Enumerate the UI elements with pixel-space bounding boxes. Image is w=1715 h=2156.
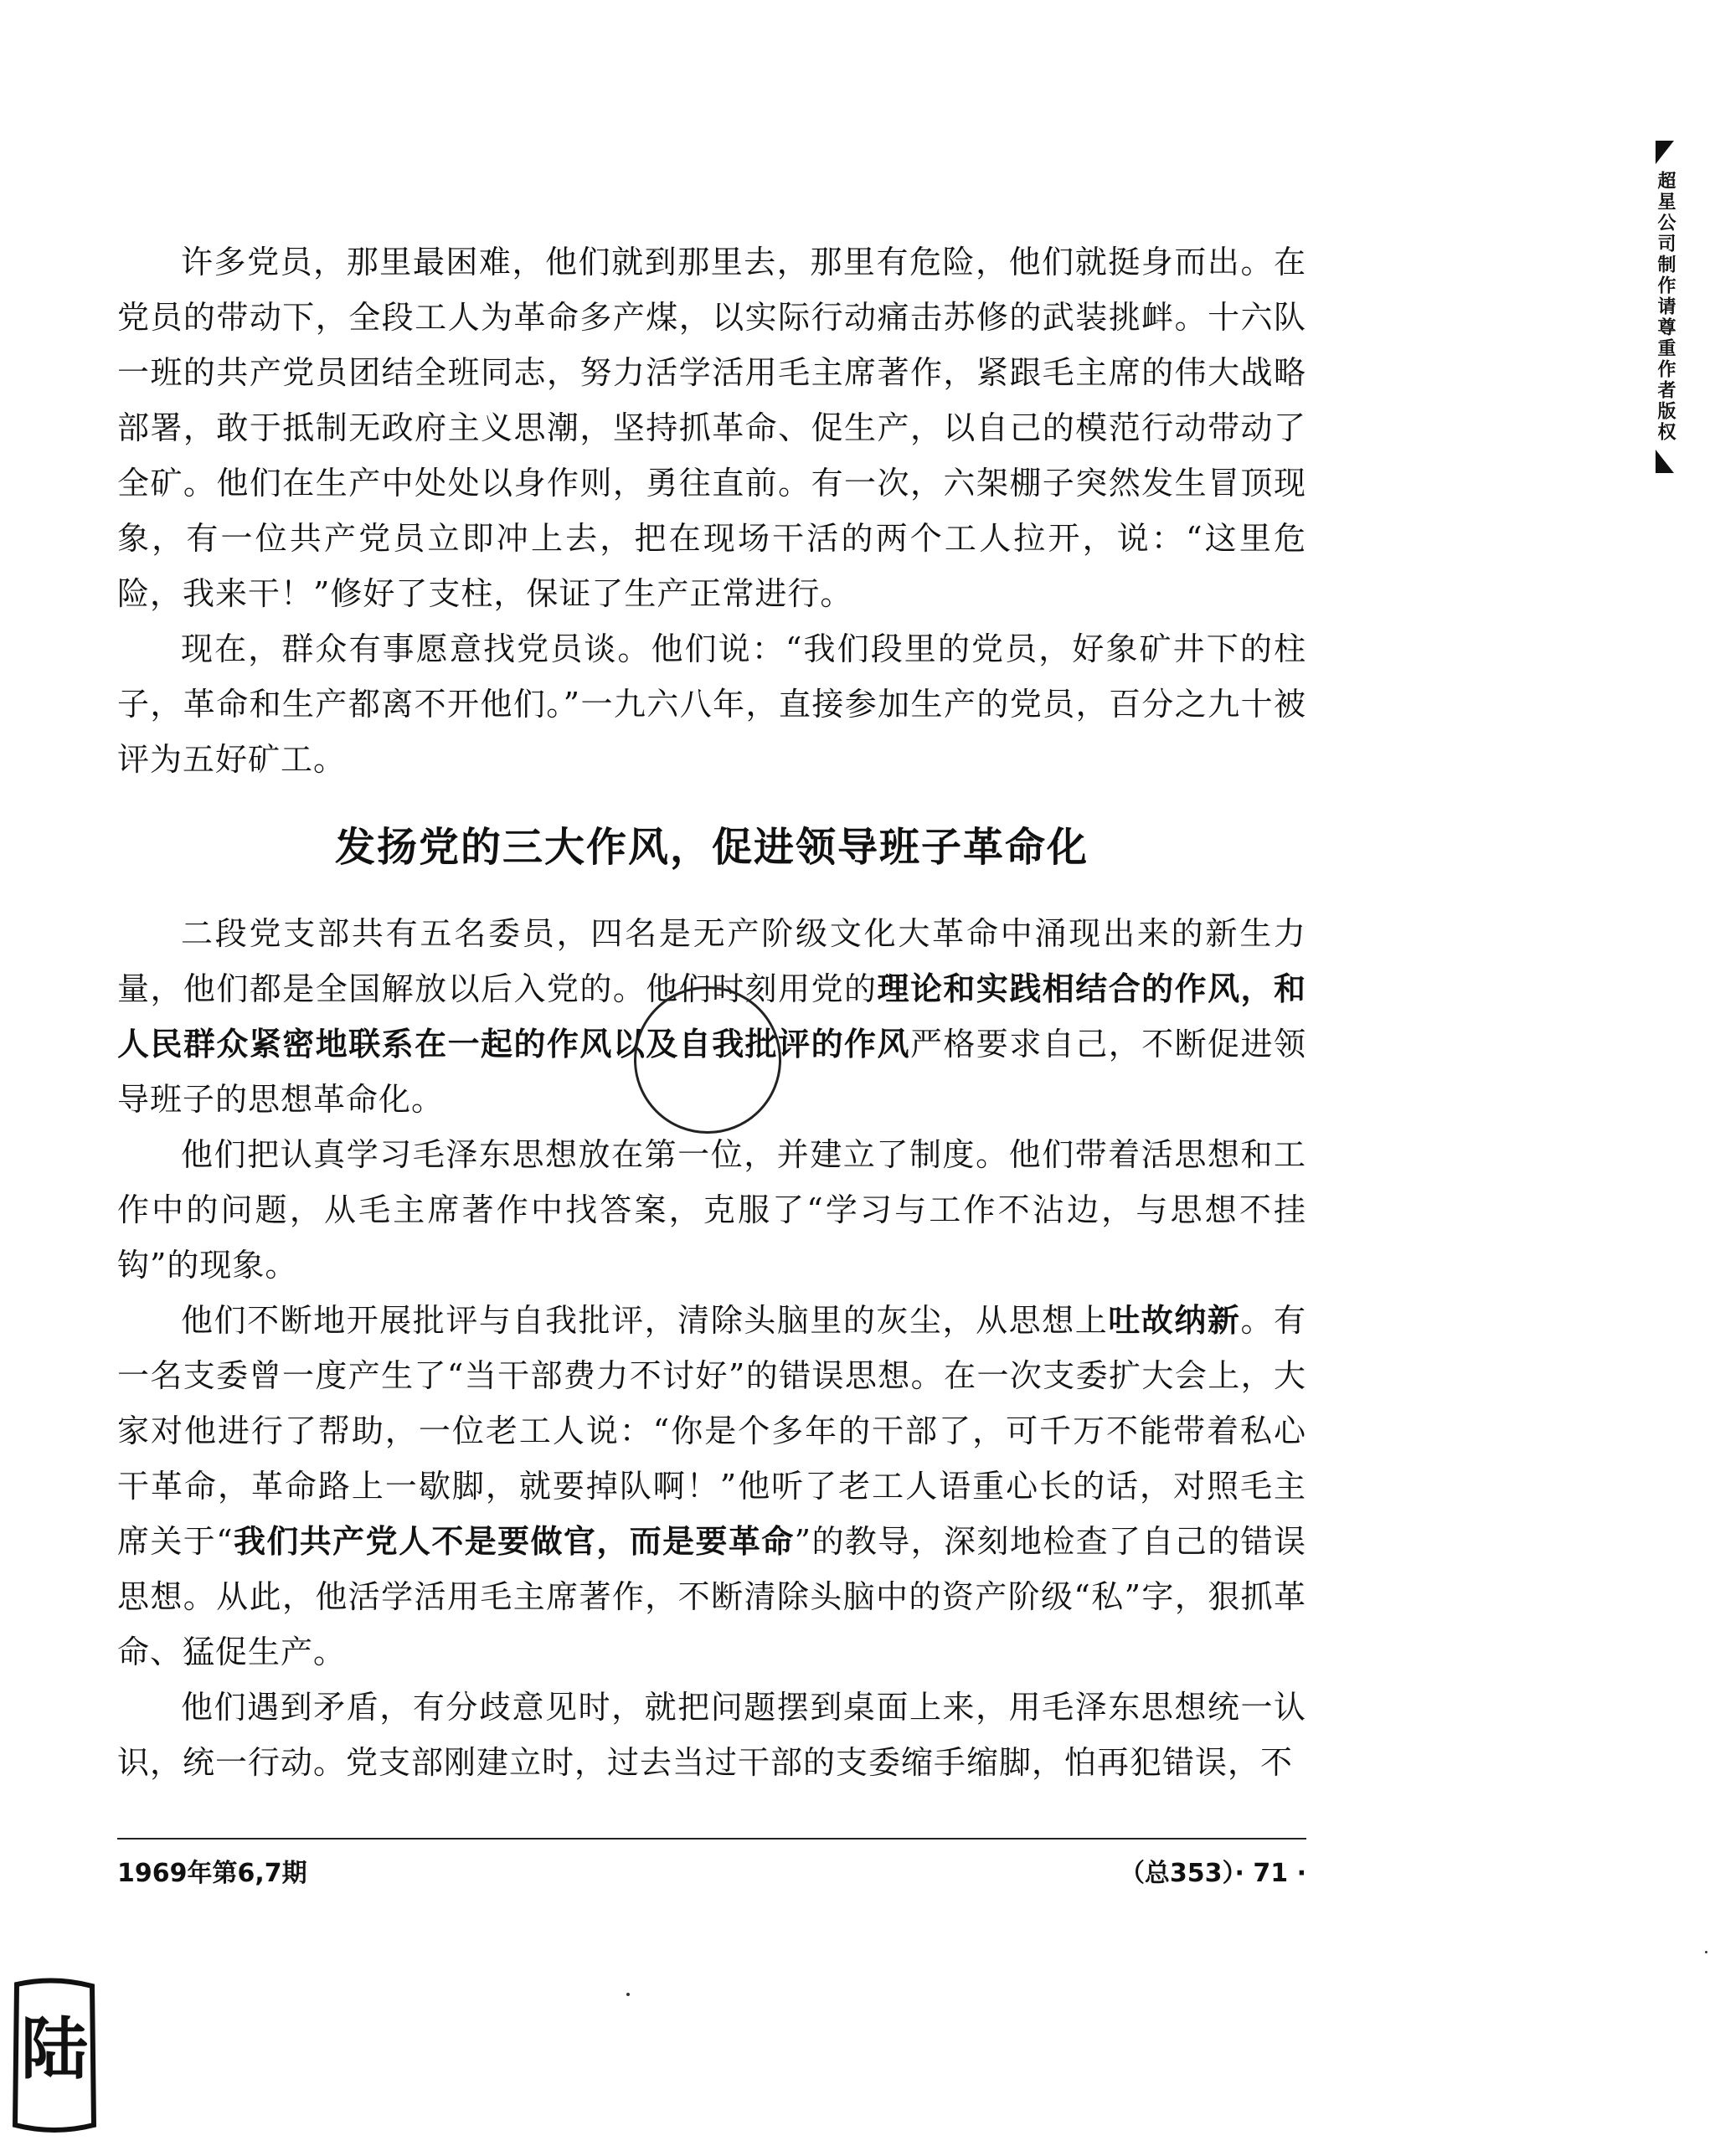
page-number: （总353）· 71 · <box>1119 1859 1306 1888</box>
paragraph: 许多党员，那里最困难，他们就到那里去，那里有危险，他们就挺身而出。在党员的带动下，全段工人为革命多产煤，以实际行动痛击苏修的武装挑衅。十六队一班的共产党员团结全班同志，努力活学活用毛主席著作，紧跟毛主席的伟大战略部署，敢于抵制无政府主义思潮，坚持抓革命、促生产，以自己的模范行动带动了全矿。他们在生产中处处以身作则，勇往直前。有一次，六架棚子突然发生冒顶现象，有一位共产党员立即冲上去，把在现场干活的两个工人拉开，说：“这里危险，我来干！”修好了支柱，保证了生产正常进行。 <box>117 244 1306 612</box>
paragraph: 他们遇到矛盾，有分歧意见时，就把问题摆到桌面上来，用毛泽东思想统一认识，统一行动。党支部刚建立时，过去当过干部的支委缩手缩脚，怕再犯错误，不 <box>117 1689 1306 1781</box>
emphasis-text: 吐故纳新 <box>1108 1302 1241 1339</box>
scan-speck <box>626 1993 630 1996</box>
scan-speck <box>1705 1951 1707 1953</box>
paragraph: 二段党支部共有五名委员，四名是无产阶级文化大革命中涌现出来的新生力量，他们都是全国解放以后入党的。他们时刻用党的理论和实践相结合的作风，和人民群众紧密地联系在一起的作风以及自我批评的作风严格要求自己，不断促进领导班子的思想革命化。 <box>117 915 1306 1118</box>
paragraph: 他们不断地开展批评与自我批评，清除头脑里的灰尘，从思想上吐故纳新。有一名支委曾一度产生了“当干部费力不讨好”的错误思想。在一次支委扩大会上，大家对他进行了帮助，一位老工人说：“你是个多年的干部了，可千万不能带着私心干革命，革命路上一歇脚，就要掉队啊！”他听了老工人语重心长的话，对照毛主席关于“我们共产党人不是要做官，而是要革命”的教导，深刻地检查了自己的错误思想。从此，他活学活用毛主席著作，不断清除头脑中的资产阶级“私”字，狠抓革命、猛促生产。 <box>117 1302 1306 1670</box>
pen-circle-mark <box>634 986 781 1134</box>
copyright-notice: 超星公司制作请尊重作者版权 <box>1655 171 1676 443</box>
section-heading: 发扬党的三大作风，促进领导班子革命化 <box>334 824 1089 871</box>
issue-label: 1969年第6,7期 <box>117 1859 307 1888</box>
copyright-strip <box>1648 141 1682 473</box>
paragraph: 现在，群众有事愿意找党员谈。他们说：“我们段里的党员，好象矿井下的柱子，革命和生产都离不开他们。”一九六八年，直接参加生产的党员，百分之九十被评为五好矿工。 <box>117 630 1306 778</box>
paragraph: 他们把认真学习毛泽东思想放在第一位，并建立了制度。他们带着活思想和工作中的问题，从毛主席著作中找答案，克服了“学习与工作不沾边，与思想不挂钩”的现象。 <box>117 1136 1306 1284</box>
strip-cap-top <box>1656 141 1674 164</box>
svg-text:陆: 陆 <box>21 2009 88 2088</box>
footer-divider <box>117 1838 1306 1840</box>
emphasis-text: 我们共产党人不是要做官，而是要革命 <box>233 1523 795 1560</box>
strip-cap-bottom <box>1656 450 1674 473</box>
emphasis-text: 理论和实践相结合的作风，和人民群众紧密地联系在一起的作风以及自我批评的作风 <box>117 970 1306 1063</box>
seal-stamp <box>8 1976 100 2135</box>
